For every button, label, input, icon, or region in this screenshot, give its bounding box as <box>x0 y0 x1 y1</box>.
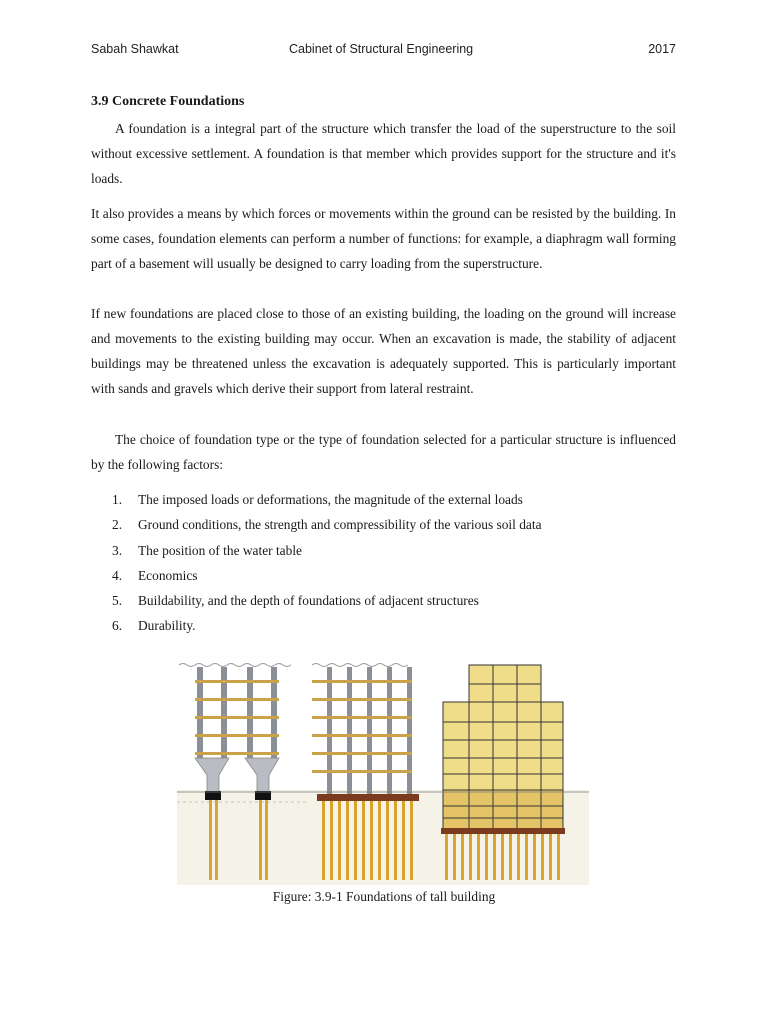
list-text: Buildability, and the depth of foundations of adjacent structures <box>138 593 479 609</box>
list-item <box>112 613 542 638</box>
list-text: The position of the water table <box>138 542 302 558</box>
list-item <box>112 538 542 563</box>
floor-beam <box>195 716 279 719</box>
pile <box>354 801 357 880</box>
list-text: Durability. <box>138 618 196 634</box>
pile <box>378 801 381 880</box>
pile <box>469 834 472 880</box>
list-number: 2. <box>112 517 123 533</box>
floor-beam <box>312 734 412 737</box>
pile <box>322 801 325 880</box>
pile <box>477 834 480 880</box>
list-text: The imposed loads or deformations, the magnitude of the external loads <box>138 492 523 507</box>
pile <box>215 800 218 880</box>
pile <box>557 834 560 880</box>
list-number: 1. <box>112 492 123 507</box>
pile <box>402 801 405 880</box>
pile <box>501 834 504 880</box>
pile <box>259 800 262 880</box>
list-item <box>112 563 542 588</box>
floor-beam <box>195 680 279 683</box>
pile <box>493 834 496 880</box>
pile-group <box>445 834 560 880</box>
list-item <box>112 588 542 613</box>
column <box>367 667 372 797</box>
list-number: 3. <box>112 542 123 558</box>
ground-zone <box>307 790 432 885</box>
raft-cap <box>317 794 419 801</box>
figure-caption: Figure: 3.9-1 Foundations of tall building <box>272 889 496 904</box>
floor-beam <box>195 734 279 737</box>
header-title: Cabinet of Structural Engineering <box>289 42 474 56</box>
pile <box>265 800 268 880</box>
list-item <box>112 512 542 537</box>
page-header <box>91 42 676 62</box>
pile <box>346 801 349 880</box>
pile <box>453 834 456 880</box>
foundation-figure <box>177 640 589 885</box>
column <box>407 667 412 797</box>
pile <box>445 834 448 880</box>
pile <box>533 834 536 880</box>
pile <box>370 801 373 880</box>
pile <box>410 801 413 880</box>
floor-beam <box>195 698 279 701</box>
list-text: Ground conditions, the strength and compressibility of the various soil data <box>138 517 542 533</box>
floor-beam <box>312 770 412 773</box>
pile <box>541 834 544 880</box>
raft-cap <box>441 828 565 834</box>
header-year: 2017 <box>648 42 676 56</box>
floor-beam <box>312 680 412 683</box>
basement-box <box>443 790 563 830</box>
floor-beam <box>312 716 412 719</box>
column <box>387 667 392 797</box>
factors-list <box>112 487 542 639</box>
pile <box>362 801 365 880</box>
section-title: 3.9 Concrete Foundations <box>91 94 245 109</box>
pile <box>517 834 520 880</box>
pile <box>461 834 464 880</box>
list-number: 4. <box>112 567 123 583</box>
ground-zone <box>177 790 307 885</box>
paragraph-adjacent: If new foundations are placed close to those of an existing building, the loading on the ground will increase and movements to the existing building may occur. When an excavation is made, the stability of adjacent buildings may be threatened unless the excavation is adequately supported. This is particularly important with sands and gravels which derive their support from lateral restraint. <box>91 306 676 396</box>
list-item <box>112 487 542 512</box>
pile <box>509 834 512 880</box>
column <box>347 667 352 797</box>
list-text: Economics <box>138 567 198 583</box>
floor-beam <box>312 698 412 701</box>
list-number: 5. <box>112 593 123 609</box>
floor-beam <box>312 752 412 755</box>
pile <box>525 834 528 880</box>
pile <box>549 834 552 880</box>
pile <box>485 834 488 880</box>
list-number: 6. <box>112 618 123 634</box>
floor-beam <box>195 752 279 755</box>
pile <box>386 801 389 880</box>
pile <box>394 801 397 880</box>
tower-top <box>469 665 541 705</box>
paragraph-intro: A foundation is a integral part of the structure which transfer the load of the superstructure to the soil without excessive settlement. A foundation is that member which provides support for the structure and it's loads. <box>91 121 676 186</box>
header-author: Sabah Shawkat <box>91 42 179 56</box>
pile <box>338 801 341 880</box>
pile <box>209 800 212 880</box>
paragraph-choice: The choice of foundation type or the type of foundation selected for a particular structure is influenced by the following factors: <box>91 432 676 472</box>
pile <box>330 801 333 880</box>
column <box>327 667 332 797</box>
paragraph-functions: It also provides a means by which forces or movements within the ground can be resisted by the building. In some cases, foundation elements can perform a number of functions: for example, a diaphragm wall forming part of a basement will usually be designed to carry loading from the superstructure. <box>91 206 676 271</box>
